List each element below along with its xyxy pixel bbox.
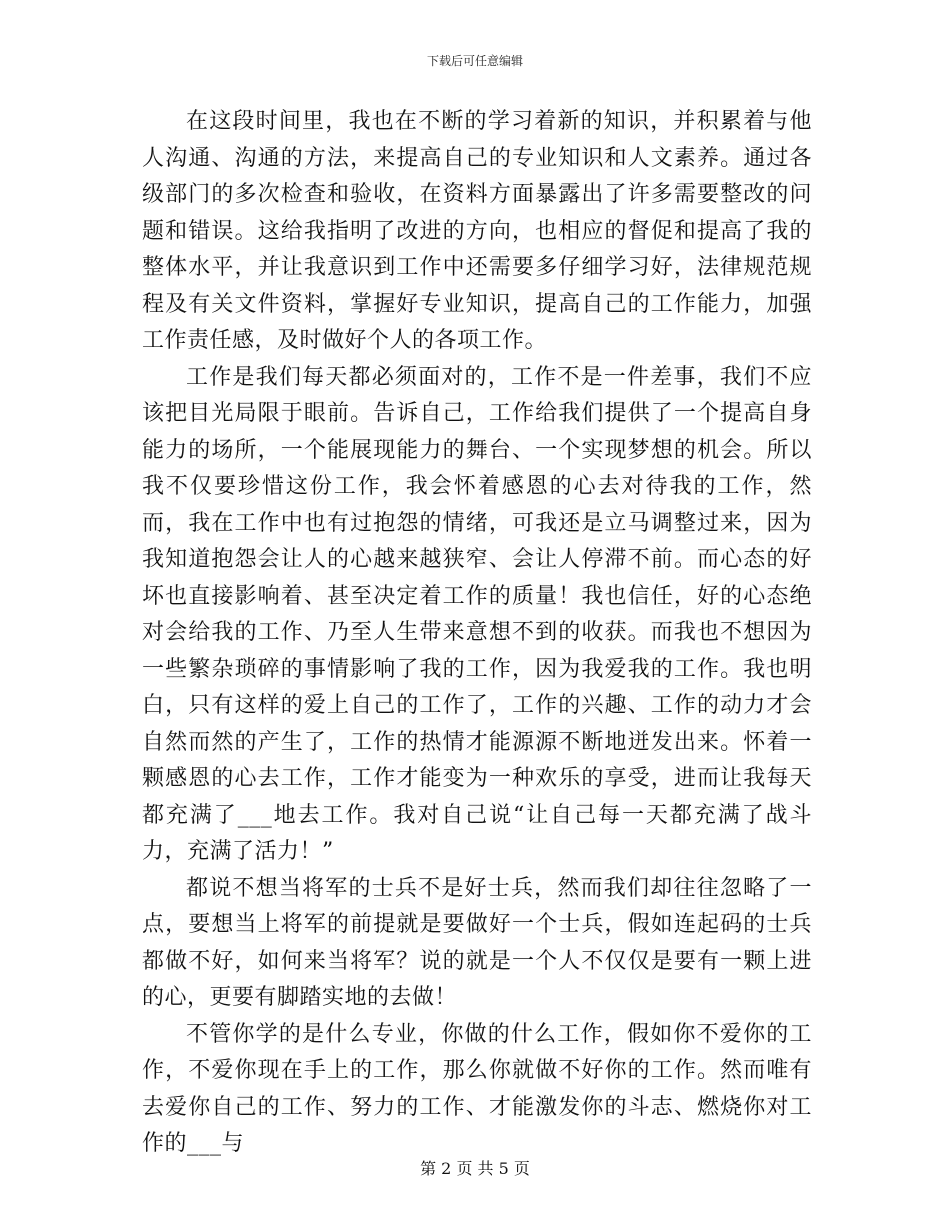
paragraph-4: 不管你学的是什么专业，你做的什么工作，假如你不爱你的工作，不爱你现在手上的工作，那么你就做不好你的工作。然而唯有去爱你自己的工作、努力的工作、才能激发你的斗志、燃烧你对工作的___与: [142, 1021, 812, 1156]
page-number-footer: 第 2 页 共 5 页: [420, 1159, 530, 1178]
paragraph-3: 都说不想当将军的士兵不是好士兵，然而我们却往往忽略了一点，要想当上将军的前提就是要做好一个士兵，假如连起码的士兵都做不好，如何来当将军？说的就是一个人不仅仅是要有一颗上进的心，更要有脚踏实地的去做！: [142, 875, 812, 1010]
paragraph-2: 工作是我们每天都必须面对的，工作不是一件差事，我们不应该把目光局限于眼前。告诉自己，工作给我们提供了一个提高自身能力的场所，一个能展现能力的舞台、一个实现梦想的机会。所以我不仅要珍惜这份工作，我会怀着感恩的心去对待我的工作，然而，我在工作中也有过抱怨的情绪，可我还是立马调整过来，因为我知道抱怨会让人的心越来越狭窄、会让人停滞不前。而心态的好坏也直接影响着、甚至决定着工作的质量！我也信任，好的心态绝对会给我的工作、乃至人生带来意想不到的收获。而我也不想因为一些繁杂琐碎的事情影响了我的工作，因为我爱我的工作。我也明白，只有这样的爱上自己的工作了，工作的兴趣、工作的动力才会自然而然的产生了，工作的热情才能源源不断地迸发出来。怀着一颗感恩的心去工作，工作才能变为一种欢乐的享受，进而让我每天都充满了___地去工作。我对自己说“让自己每一天都充满了战斗力，充满了活力！”: [142, 364, 812, 864]
paragraph-1: 在这段时间里，我也在不断的学习着新的知识，并积累着与他人沟通、沟通的方法，来提高自己的专业知识和人文素养。通过各级部门的多次检查和验收，在资料方面暴露出了许多需要整改的问题和错误。这给我指明了改进的方向，也相应的督促和提高了我的整体水平，并让我意识到工作中还需要多仔细学习好，法律规范规程及有关文件资料，掌握好专业知识，提高自己的工作能力，加强工作责任感，及时做好个人的各项工作。: [142, 109, 812, 353]
document-body: [142, 104, 812, 1163]
page-header: 下载后可任意编辑: [426, 54, 523, 68]
